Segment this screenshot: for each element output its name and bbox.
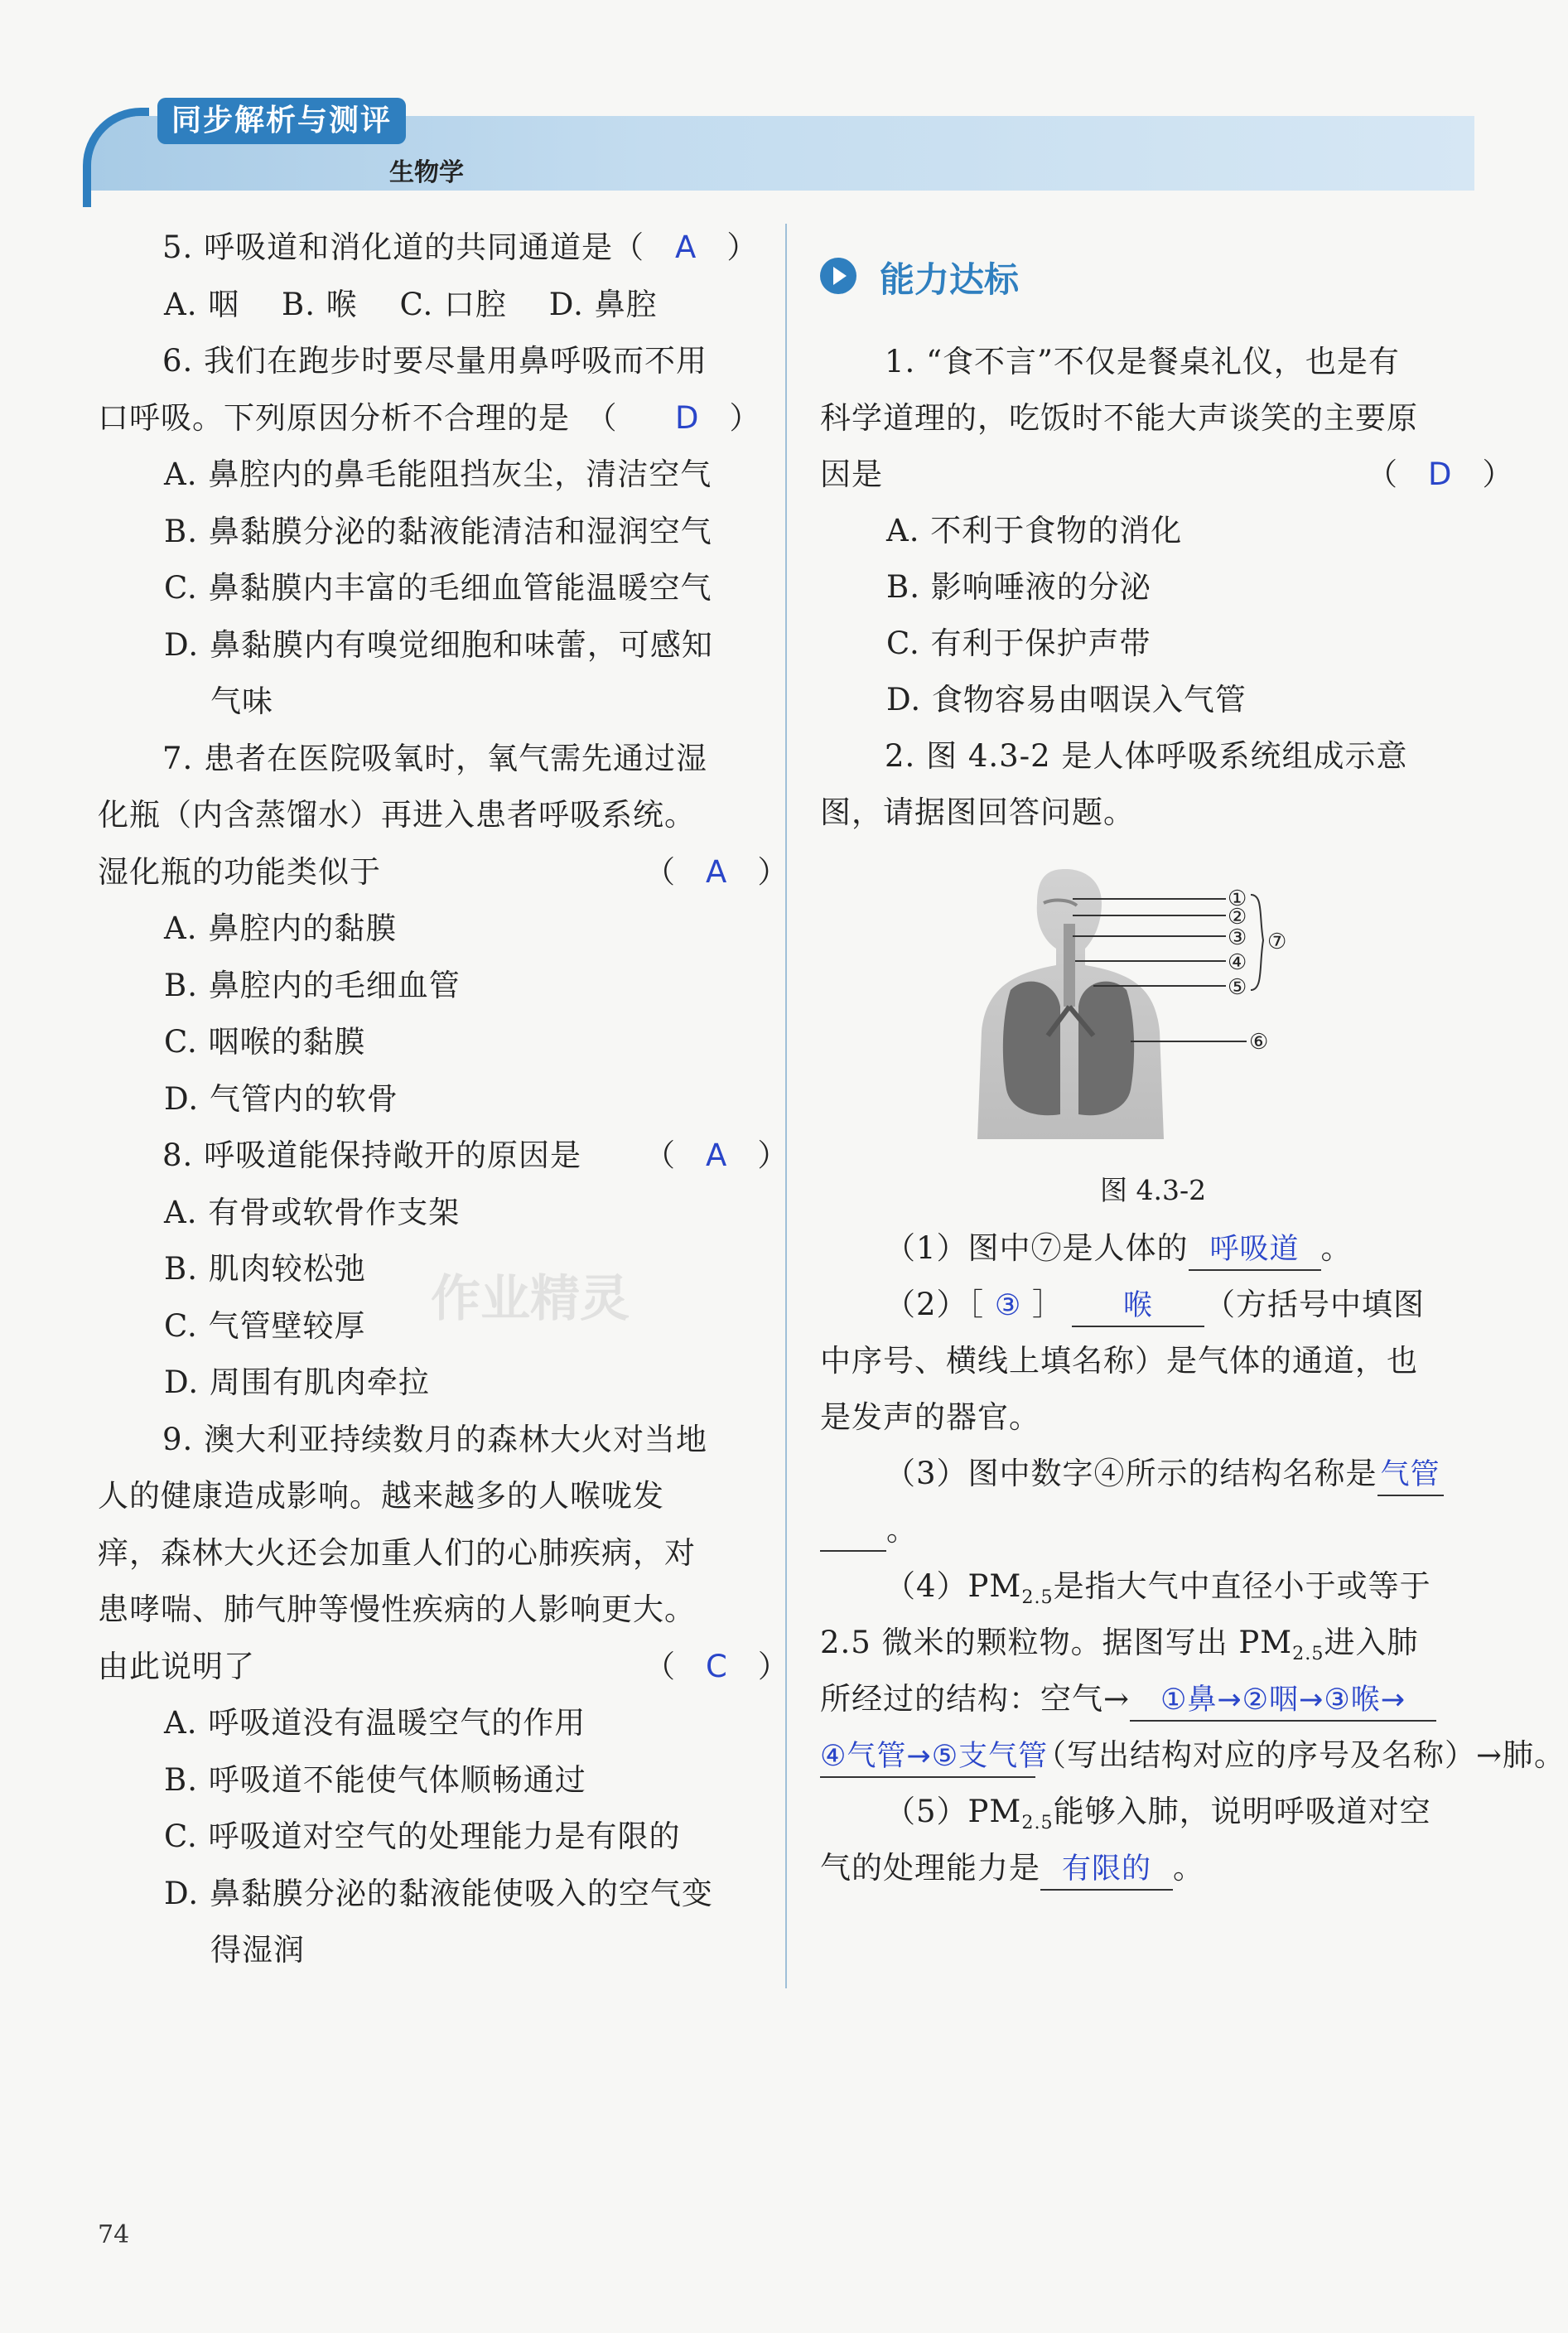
page-number: 74 — [98, 2220, 130, 2249]
answer-close: ） — [757, 1138, 789, 1173]
left-line-text: 口呼吸。下列原因分析不合理的是 （ — [98, 399, 618, 436]
answer-letter: A — [706, 853, 727, 890]
label-1: ① — [1228, 886, 1247, 911]
q2-line-2: 图，请据图回答问题。 — [820, 795, 1135, 830]
p5-end: 。 — [1173, 1850, 1204, 1886]
left-line — [164, 1363, 430, 1403]
left-line — [164, 1080, 398, 1119]
watermark: 作业精灵 — [431, 1270, 630, 1328]
left-lung-shape — [1003, 982, 1060, 1116]
p4-l3: 所经过的结构：空气→ — [820, 1681, 1131, 1717]
answer-letter: A — [675, 229, 697, 265]
left-line — [164, 1307, 366, 1346]
sub-question-2 — [885, 1285, 1425, 1327]
label-4: ④ — [1228, 950, 1247, 975]
p5-answer: 有限的 — [1040, 1849, 1173, 1891]
section-title: 能力达标 — [880, 259, 1020, 300]
sub-question-2-line-2: 中序号、横线上填名称）是气体的通道，也 — [820, 1343, 1418, 1379]
sub-question-5-line-2 — [820, 1848, 1204, 1891]
left-line-text: 气味 — [210, 683, 273, 719]
q1-option-c: C. 有利于保护声带 — [886, 626, 1151, 661]
sub-question-1 — [885, 1229, 1353, 1271]
left-line-text: A. 有骨或软骨作支架 — [164, 1194, 461, 1230]
left-line — [98, 1534, 696, 1573]
header-curve — [83, 108, 149, 207]
answer-bracket: （ A ） — [644, 853, 789, 890]
q1-option-a: A. 不利于食物的消化 — [886, 513, 1183, 548]
left-line — [98, 1647, 255, 1687]
left-line — [98, 795, 696, 835]
left-line-text: C. 咽喉的黏膜 — [164, 1024, 366, 1060]
answer-close: ） — [757, 1648, 789, 1684]
left-line — [164, 455, 712, 495]
left-line — [164, 966, 461, 1006]
label-7: ⑦ — [1267, 930, 1287, 954]
answer-close: ） — [729, 399, 760, 436]
left-line — [98, 853, 381, 892]
p2-number-answer: ③ — [994, 1289, 1022, 1322]
q1-option-b: B. 影响唾液的分泌 — [886, 569, 1151, 605]
left-line-text: B. 呼吸道不能使气体顺畅通过 — [164, 1761, 586, 1798]
left-line-text: D. 气管内的软骨 — [164, 1080, 398, 1117]
left-line-text: D. 鼻黏膜分泌的黏液能使吸入的空气变 — [164, 1875, 713, 1911]
left-line — [162, 1420, 707, 1460]
p4-l4-b: （写出结构对应的序号及名称）→肺。 — [1035, 1737, 1566, 1773]
sub-question-3-line-2 — [820, 1510, 918, 1552]
p1-end: 。 — [1320, 1230, 1353, 1266]
sub-question-4-line-2 — [820, 1623, 1418, 1674]
left-line-text: 9. 澳大利亚持续数月的森林大火对当地 — [162, 1421, 708, 1457]
left-line — [162, 341, 707, 381]
left-line-text: 7. 患者在医院吸氧时，氧气需先通过湿 — [162, 740, 708, 776]
p3-end: 。 — [886, 1512, 918, 1548]
left-line — [164, 512, 712, 552]
q1-line-2: 科学道理的，吃饭时不能大声谈笑的主要原 — [820, 400, 1418, 436]
label-3: ③ — [1228, 925, 1247, 950]
left-line-text: A. 鼻腔内的黏膜 — [164, 910, 398, 946]
answer-letter: C — [706, 1648, 727, 1684]
left-line — [164, 1874, 713, 1914]
left-line-text: D. 周围有肌肉牵拉 — [164, 1365, 430, 1400]
left-line-text: 化瓶（内含蒸馏水）再进入患者呼吸系统。 — [98, 797, 696, 833]
left-line — [164, 1817, 681, 1857]
p1-answer: 呼吸道 — [1189, 1229, 1321, 1271]
label-5: ⑤ — [1228, 975, 1247, 1000]
p5-text-a: （5）PM — [885, 1794, 1022, 1829]
sub-question-4-line-3 — [820, 1679, 1436, 1722]
p4-text-a: （4）PM — [885, 1568, 1022, 1604]
left-line-text: C. 呼吸道对空气的处理能力是有限的 — [164, 1819, 681, 1854]
left-line-text: 由此说明了 — [98, 1648, 255, 1684]
p4-sub-1: 2.5 — [1021, 1587, 1054, 1608]
left-line — [98, 1476, 664, 1516]
p5-sub: 2.5 — [1021, 1812, 1054, 1833]
left-line — [164, 1193, 460, 1233]
respiratory-system-figure — [977, 866, 1325, 1139]
figure-caption: 图 4.3-2 — [1100, 1174, 1207, 1206]
play-icon — [820, 258, 856, 294]
q1-answer: （ D ） — [1367, 456, 1513, 492]
left-line-text: 得湿润 — [210, 1932, 305, 1968]
left-line — [162, 1136, 581, 1176]
p3-text: （3）图中数字④所示的结构名称是 — [885, 1456, 1377, 1491]
p2-answer: 喉 — [1072, 1286, 1204, 1327]
left-line-text: B. 肌肉较松弛 — [164, 1251, 366, 1287]
left-line — [210, 1930, 305, 1970]
left-line — [164, 626, 713, 665]
left-line-text: A. 咽 B. 喉 C. 口腔 D. 鼻腔 — [164, 286, 658, 322]
p5-text-b: 能够入肺，说明呼吸道对空 — [1053, 1794, 1431, 1829]
sub-question-3 — [885, 1454, 1444, 1496]
subject-title: 生物学 — [389, 158, 464, 187]
left-line — [162, 228, 644, 268]
p1-text: （1）图中⑦是人体的 — [885, 1230, 1189, 1266]
left-line — [98, 398, 618, 438]
column-divider — [785, 224, 787, 1988]
left-line-text: A. 鼻腔内的鼻毛能阻挡灰尘，清洁空气 — [164, 456, 712, 492]
sub-question-4 — [885, 1567, 1431, 1617]
left-line-text: 8. 呼吸道能保持敞开的原因是 — [162, 1138, 582, 1173]
sub-question-4-line-4 — [820, 1736, 1566, 1778]
q1-line-3: 因是 — [820, 456, 883, 492]
left-line-text: A. 呼吸道没有温暖空气的作用 — [164, 1705, 586, 1741]
right-lung-shape — [1078, 982, 1134, 1116]
p4-text-b: 是指大气中直径小于或等于 — [1053, 1568, 1431, 1604]
q1-option-d: D. 食物容易由咽误入气管 — [886, 682, 1247, 717]
p4-l2-b: 进入肺 — [1324, 1625, 1419, 1660]
left-line — [98, 1590, 696, 1630]
answer-bracket: （ C ） — [644, 1648, 789, 1684]
answer-close: ） — [757, 853, 789, 890]
label-6: ⑥ — [1249, 1030, 1269, 1055]
answer-bracket — [644, 228, 757, 268]
left-line-text: B. 鼻黏膜分泌的黏液能清洁和湿润空气 — [164, 513, 712, 549]
sub-question-5 — [885, 1792, 1431, 1843]
p4-answer-1: ①鼻→②咽→③喉→ — [1130, 1680, 1436, 1722]
left-line — [164, 1022, 366, 1062]
p3-answer: 气管 — [1377, 1455, 1444, 1496]
left-line-text: C. 鼻黏膜内丰富的毛细血管能温暖空气 — [164, 570, 712, 606]
left-line — [164, 568, 712, 608]
left-line-text: 人的健康造成影响。越来越多的人喉咙发 — [98, 1478, 664, 1514]
p4-answer-2: ④气管→⑤支气管 — [820, 1736, 1035, 1778]
q1-line-1: 1. “食不言”不仅是餐桌礼仪，也是有 — [885, 344, 1400, 379]
sub-question-2-line-3: 是发声的器官。 — [820, 1399, 1040, 1435]
p5-l2: 气的处理能力是 — [820, 1850, 1040, 1886]
left-line-text: 痒，森林大火还会加重人们的心肺疾病，对 — [98, 1534, 696, 1571]
answer-close: ） — [726, 229, 758, 265]
left-line-text: B. 鼻腔内的毛细血管 — [164, 967, 461, 1003]
answer-letter: D — [675, 399, 699, 436]
answer-letter: A — [706, 1138, 727, 1173]
left-line — [164, 1761, 586, 1800]
answer-bracket: （ A ） — [644, 1138, 789, 1173]
left-line-text: 患哮喘、肺气肿等慢性疾病的人影响更大。 — [98, 1592, 696, 1627]
left-line-text: 6. 我们在跑步时要尽量用鼻呼吸而不用 — [162, 343, 708, 379]
left-line-text: C. 气管壁较厚 — [164, 1307, 366, 1344]
left-line-text: 湿化瓶的功能类似于 — [98, 853, 381, 890]
p2-text: （2）［ — [885, 1287, 985, 1322]
left-line — [164, 1703, 586, 1743]
left-line — [164, 1249, 366, 1289]
label-2: ② — [1228, 905, 1247, 930]
p4-sub-2: 2.5 — [1292, 1643, 1324, 1664]
p4-l2-a: 2.5 微米的颗粒物。据图写出 PM — [820, 1625, 1293, 1660]
left-line — [210, 682, 273, 722]
left-line-text: D. 鼻黏膜内有嗅觉细胞和味蕾，可感知 — [164, 626, 713, 663]
left-line — [164, 285, 658, 325]
p2-text-end: （方括号中填图 — [1204, 1287, 1425, 1322]
answer-bracket — [644, 398, 760, 438]
left-line-text: 5. 呼吸道和消化道的共同通道是（ — [162, 229, 645, 265]
q1-answer-letter: D — [1428, 456, 1452, 492]
p2-bracket: ］ — [1031, 1287, 1064, 1322]
left-line — [162, 739, 707, 779]
series-title: 同步解析与测评 — [157, 98, 406, 144]
q2-line-1: 2. 图 4.3-2 是人体呼吸系统组成示意 — [885, 738, 1408, 774]
left-line — [164, 909, 397, 949]
